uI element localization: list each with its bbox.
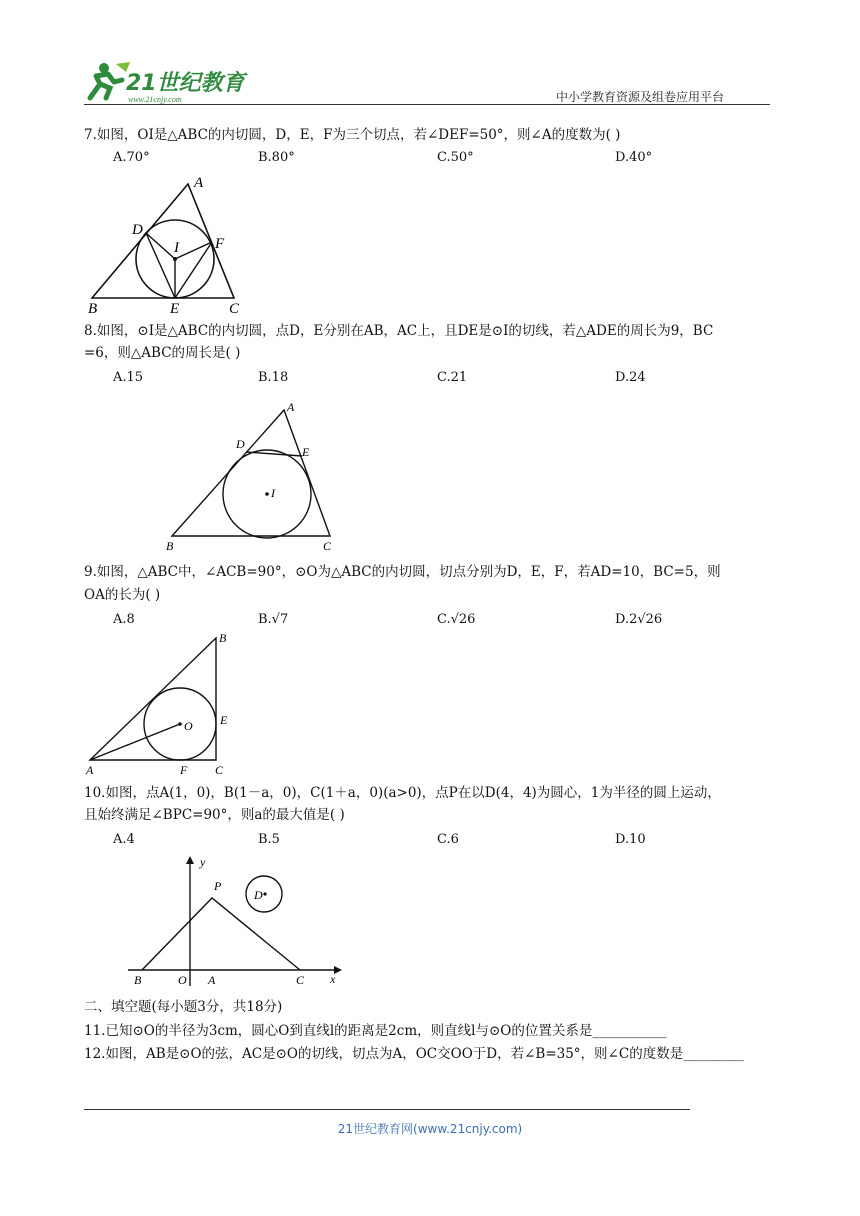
q10-label-o: O (178, 973, 187, 987)
logo-text: 21世纪教育 (126, 71, 245, 96)
q9-label-f: F (180, 763, 188, 777)
footer-divider (84, 1109, 690, 1110)
q7-label-b: B (88, 301, 98, 317)
q7-option-c: C.50° (437, 150, 474, 165)
q7-option-b: B.80° (258, 150, 295, 165)
q7-label-c: C (229, 301, 240, 317)
q9-option-c: C.√26 (437, 612, 476, 627)
q9-label-b: B (219, 631, 227, 645)
q10-option-a: A.4 (113, 832, 135, 847)
q10-stem-line1: 10.如图，点A(1，0)，B(1－a，0)，C(1＋a，0)(a>0)，点P在以D(4，4)为圆心，1为半径的圆上运动， (84, 785, 721, 801)
q8-label-d: D (236, 437, 245, 451)
q8-option-b: B.18 (258, 370, 289, 385)
header-divider (84, 104, 770, 105)
q10-label-x: x (330, 972, 336, 986)
q8-label-e: E (302, 445, 310, 459)
q7-option-d: D.40° (615, 150, 653, 165)
logo-url: www.21cnjy.com (128, 95, 182, 104)
q10-label-c: C (296, 973, 305, 987)
q10-option-b: B.5 (258, 832, 280, 847)
q9-option-d: D.2√26 (615, 612, 663, 627)
q10-label-a: A (208, 973, 216, 987)
q10-option-c: C.6 (437, 832, 459, 847)
q10-figure (120, 852, 350, 992)
header-platform-text: 中小学教育资源及组卷应用平台 (556, 90, 725, 104)
q9-label-o: O (184, 719, 193, 733)
q11-stem: 11.已知⊙O的半径为3cm，圆心O到直线l的距离是2cm，则直线l与⊙O的位置关系是___________ (84, 1023, 667, 1039)
q10-option-d: D.10 (615, 832, 646, 847)
q10-label-y: y (200, 855, 206, 869)
q8-label-i: I (271, 486, 275, 500)
q9-stem-line1: 9.如图，△ABC中，∠ACB=90°，⊙O为△ABC的内切圆，切点分别为D，E，F，若AD=10，BC=5，则 (84, 564, 721, 580)
q8-label-a: A (287, 400, 295, 414)
q9-stem-line2: OA的长为( ) (84, 587, 161, 603)
q10-label-p: P (214, 879, 222, 893)
q10-stem-line2: 且始终满足∠BPC=90°，则a的最大值是( ) (84, 807, 345, 823)
q9-option-b: B.√7 (258, 612, 289, 627)
q8-option-a: A.15 (113, 370, 144, 385)
q8-label-b: B (166, 539, 174, 553)
q8-stem-line1: 8.如图，⊙I是△ABC的内切圆，点D，E分别在AB，AC上，且DE是⊙I的切线，若△ADE的周长为9，BC (84, 323, 714, 339)
q8-figure (160, 398, 350, 554)
q10-label-d: D (254, 888, 263, 902)
q8-option-c: C.21 (437, 370, 468, 385)
q7-label-e: E (170, 301, 180, 317)
q7-label-a: A (194, 175, 204, 191)
q9-label-c: C (215, 763, 224, 777)
q10-label-b: B (134, 973, 142, 987)
footer-link[interactable]: 21世纪教育网(www.21cnjy.com) (337, 1122, 523, 1136)
site-logo (80, 58, 260, 106)
q7-label-d: D (132, 222, 143, 238)
q9-figure (84, 628, 244, 778)
q9-label-a: A (86, 763, 94, 777)
q7-stem: 7.如图，OI是△ABC的内切圆，D，E，F为三个切点，若∠DEF=50°，则∠A的度数为( ) (84, 127, 621, 143)
q8-label-c: C (323, 539, 332, 553)
q12-stem: 12.如图，AB是⊙O的弦，AC是⊙O的切线，切点为A，OC交OO于D，若∠B=35°，则∠C的度数是_________ (84, 1046, 744, 1062)
section-title: 二、填空题(每小题3分，共18分) (84, 999, 283, 1015)
q7-label-i: I (174, 240, 179, 256)
q9-label-e: E (220, 713, 228, 727)
runner-logo-icon (80, 58, 260, 106)
q8-stem-line2: =6，则△ABC的周长是( ) (84, 345, 241, 361)
q7-label-f: F (215, 236, 225, 252)
q8-option-d: D.24 (615, 370, 646, 385)
q7-option-a: A.70° (113, 150, 150, 165)
q9-option-a: A.8 (113, 612, 135, 627)
q7-figure (84, 170, 254, 318)
